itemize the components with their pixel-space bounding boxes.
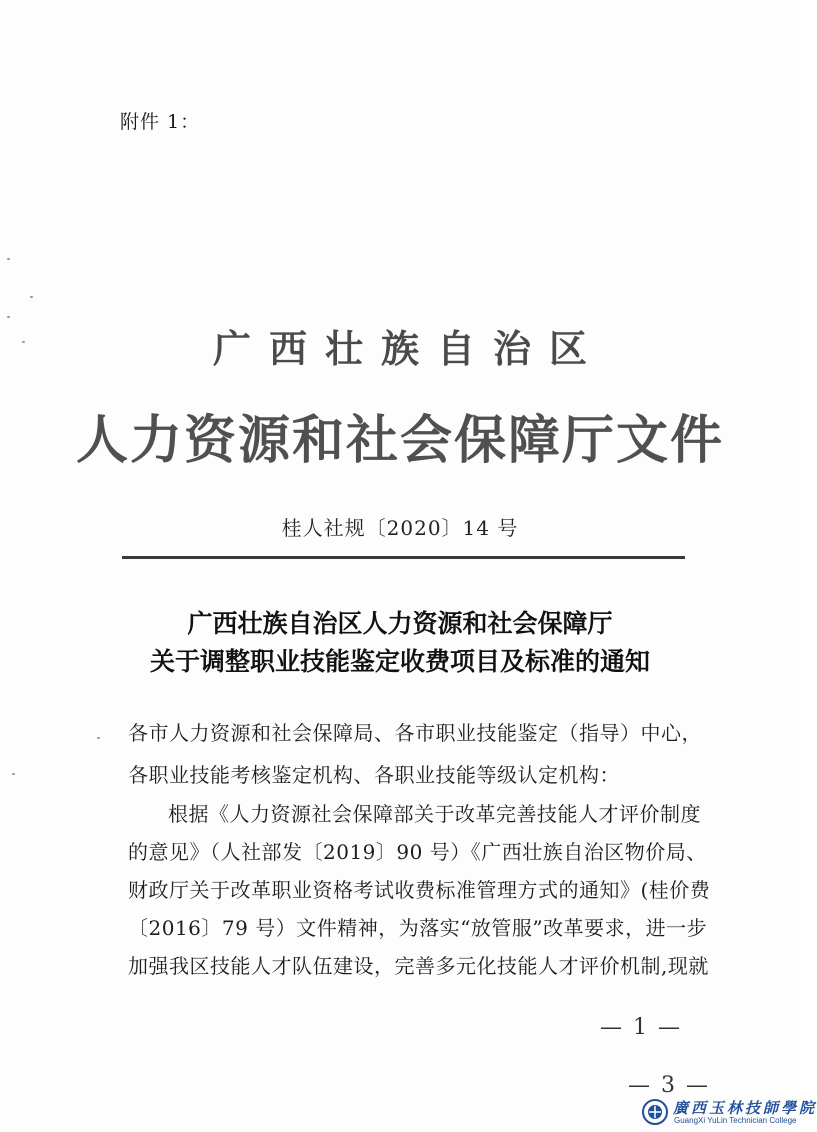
notice-title-line1: 广西壮族自治区人力资源和社会保障厅 [187, 609, 613, 638]
college-name-en: GuangXi YuLin Technician College [674, 1116, 797, 1125]
issuing-department: 人力资源和社会保障厅文件 [75, 410, 724, 471]
attachment-label: 附件 1： [120, 111, 201, 133]
body-line: 加强我区技能人才队伍建设，完善多元化技能人才评价机制,现就 [128, 954, 709, 978]
body-line: 〔2016〕79 号）文件精神，为落实“放管服”改革要求，进一步 [128, 916, 708, 940]
college-emblem-icon [642, 1099, 668, 1125]
college-name-cn: 廣西玉林技師學院 [673, 1099, 817, 1117]
scan-speck [7, 258, 10, 260]
scan-speck [30, 296, 33, 298]
body-line: 各市人力资源和社会保障局、各市职业技能鉴定（指导）中心， [128, 721, 702, 745]
scan-speck [12, 773, 15, 775]
college-logo [640, 1093, 817, 1132]
header-divider [122, 556, 685, 559]
document-number: 桂人社规〔2020〕14 号 [281, 516, 519, 540]
page-number: — 1 — [600, 1015, 682, 1040]
issuing-region: 广西壮族自治区 [212, 326, 605, 371]
page-number-outer: — 3 — [628, 1073, 710, 1098]
body-line: 财政厅关于改革职业资格考试收费标准管理方式的通知》(桂价费 [128, 878, 711, 902]
notice-title-line2: 关于调整职业技能鉴定收费项目及标准的通知 [149, 647, 650, 676]
scan-speck [97, 737, 100, 739]
body-line: 的意见》（人社部发〔2019〕90 号）《广西壮族自治区物价局、 [128, 840, 707, 864]
body-line: 根据《人力资源社会保障部关于改革完善技能人才评价制度 [168, 802, 701, 826]
body-line: 各职业技能考核鉴定机构、各职业技能等级认定机构： [128, 763, 620, 787]
